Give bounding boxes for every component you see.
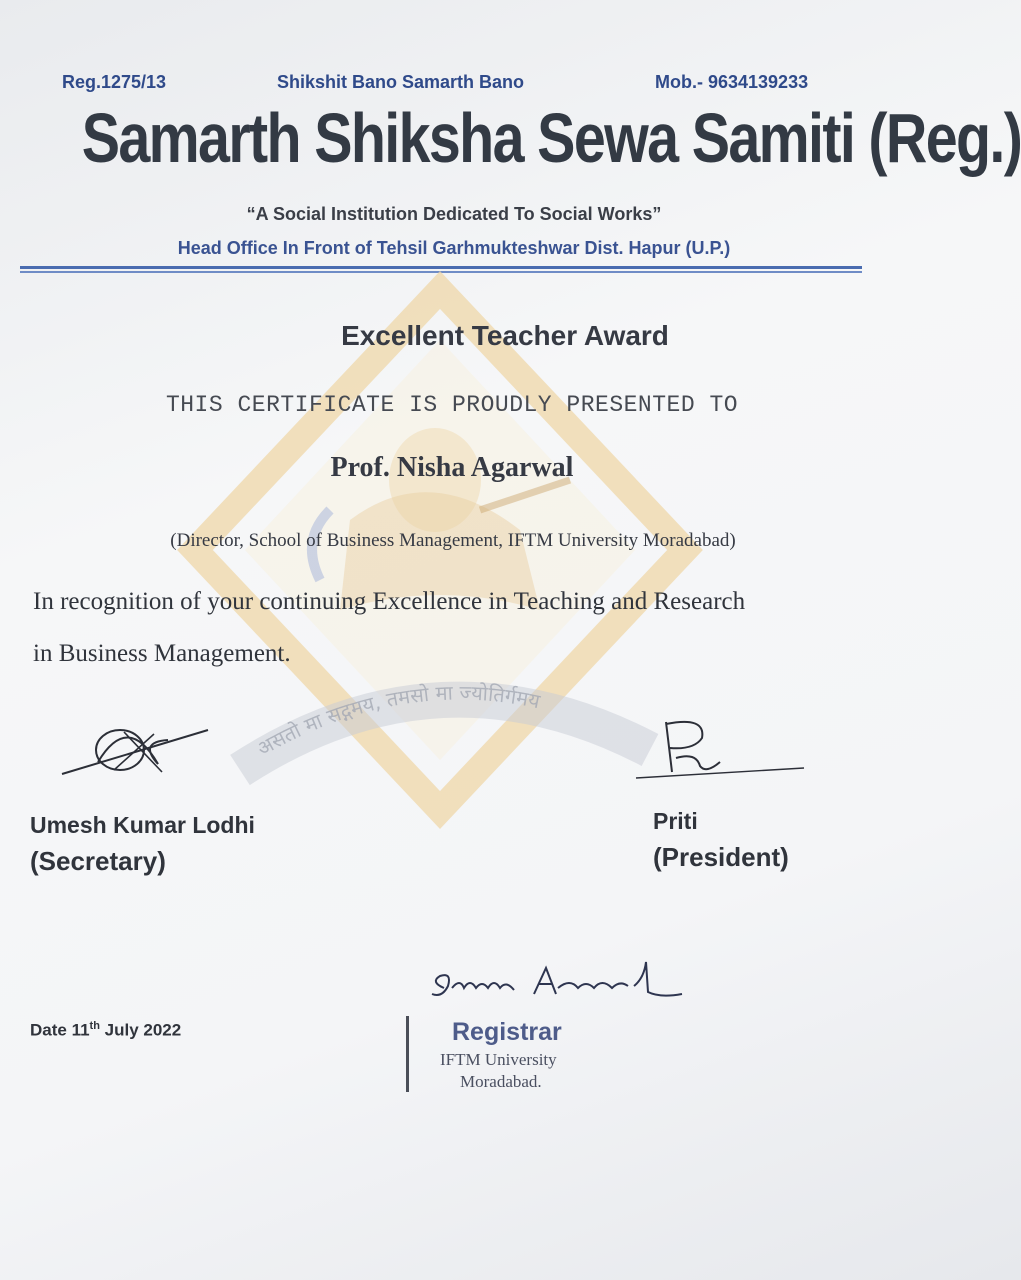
- organization-motto: Shikshit Bano Samarth Bano: [277, 72, 525, 92]
- award-title: Excellent Teacher Award: [341, 320, 669, 351]
- recognition-text-line-1: In recognition of your continuing Excellence in Teaching and Research: [33, 588, 746, 615]
- registrar-city: Moradabad.: [460, 1072, 542, 1091]
- recipient-designation: (Director, School of Business Management, IFTM University Moradabad): [170, 530, 736, 551]
- president-role: (President): [653, 842, 789, 872]
- watermark-arc-text: असतो मा सद्गमय, तमसो मा ज्योतिर्गमय: [252, 680, 543, 761]
- registrar-title: Registrar: [452, 1018, 562, 1046]
- organization-name: Samarth Shiksha Sewa Samiti (Reg.): [81, 99, 1021, 177]
- secretary-name: Umesh Kumar Lodhi: [30, 812, 255, 838]
- recognition-text-line-2: in Business Management.: [33, 640, 291, 667]
- president-signature: [636, 712, 806, 782]
- stamp-border-line: [406, 1016, 409, 1092]
- head-office-address: Head Office In Front of Tehsil Garhmukteshwar Dist. Hapur (U.P.): [177, 238, 731, 258]
- recipient-name: Prof. Nisha Agarwal: [330, 452, 574, 483]
- organization-tagline: “A Social Institution Dedicated To Social Works”: [246, 204, 662, 224]
- registrar-university: IFTM University: [440, 1050, 557, 1069]
- presented-to-line: THIS CERTIFICATE IS PROUDLY PRESENTED TO: [165, 392, 739, 418]
- secretary-signature: [58, 712, 228, 782]
- registrar-signature: [430, 954, 690, 1014]
- mobile-number: Mob.- 9634139233: [655, 72, 809, 92]
- registration-number: Reg.1275/13: [62, 72, 167, 92]
- header-divider: [20, 266, 862, 269]
- secretary-role: (Secretary): [30, 846, 166, 876]
- certificate-date: Date 11th July 2022: [30, 1020, 182, 1040]
- president-name: Priti: [653, 808, 698, 834]
